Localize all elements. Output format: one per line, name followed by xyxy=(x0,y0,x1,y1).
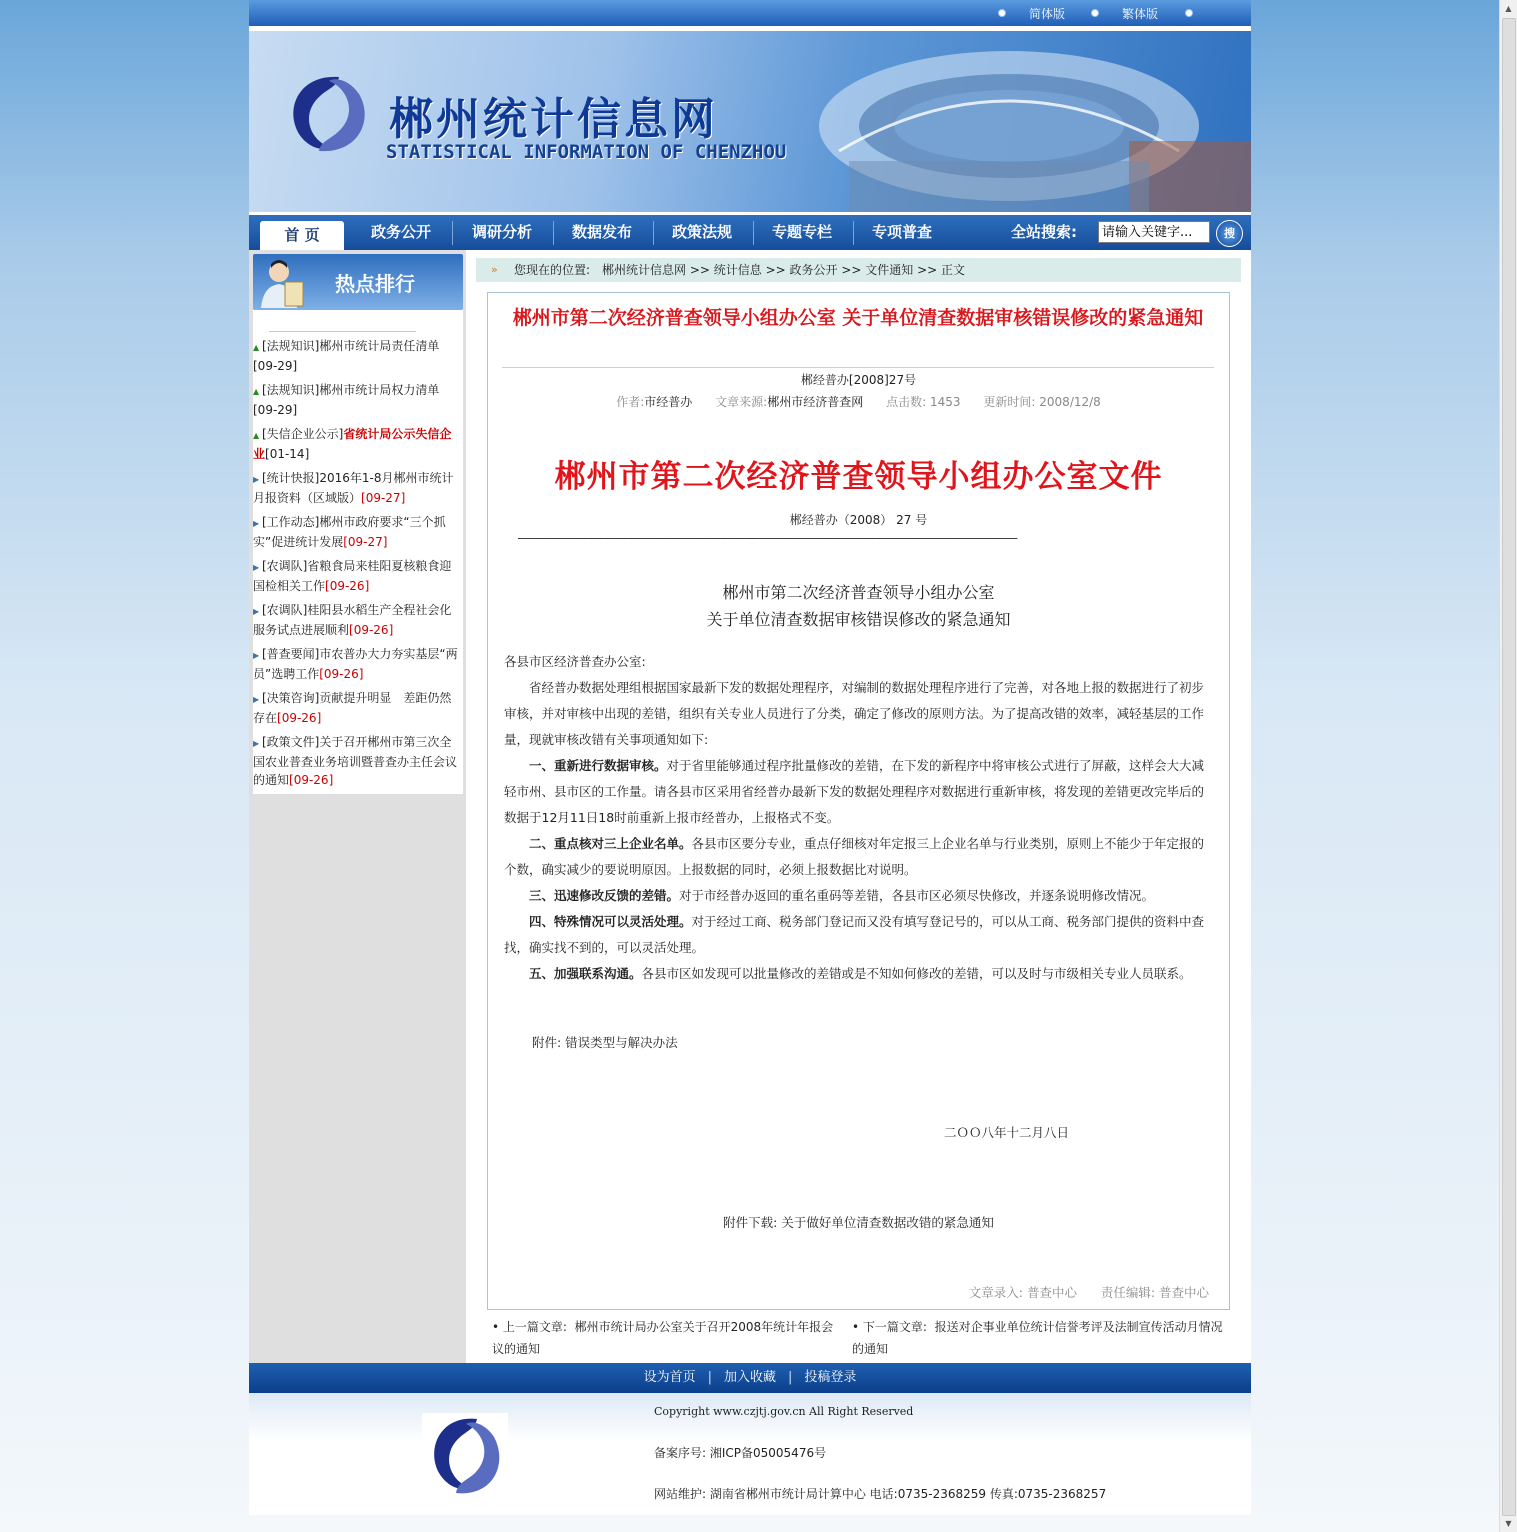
nav-data-release[interactable]: 数据发布 xyxy=(571,223,632,241)
search-label: 全站搜索: xyxy=(1011,223,1077,241)
triangle-bullet-icon: ▶ xyxy=(253,651,260,660)
triangle-bullet-icon: ▶ xyxy=(253,739,260,748)
document-date: 二ＯＯ八年十二月八日 xyxy=(944,1125,1070,1140)
prev-article[interactable]: • 上一篇文章: 郴州市统计局办公室关于召开2008年统计年报会议的通知 xyxy=(492,1320,834,1356)
up-arrow-icon: ▲ xyxy=(253,431,260,440)
article-editors: 文章录入: 普查中心 责任编辑: 普查中心 xyxy=(968,1285,1209,1300)
set-homepage-link[interactable]: 设为首页 xyxy=(643,1370,696,1385)
article-meta: 作者:市经普办 文章来源:郴州市经济普查网 点击数: 1453 更新时间: 2008/12/8 xyxy=(616,395,1101,409)
scroll-up-icon[interactable]: ▲ xyxy=(1505,4,1512,13)
paragraph: 二、重点核对三上企业名单。各县市区要分专业，重点仔细核对年定报三上企业名单与行业类别，原则上不能少于年定报的个数，确实减少的要说明原因。上报数据的同时，必须上报数据比对说明。 xyxy=(504,836,1205,877)
article-body xyxy=(504,649,1211,987)
triangle-bullet-icon: ▶ xyxy=(253,519,260,528)
hot-ranking-header xyxy=(253,254,463,310)
scroll-down-icon[interactable]: ▼ xyxy=(1505,1519,1512,1528)
list-item[interactable]: ▶ [普查要闻]市农普办大力夯实基层“两员”选聘工作[09-26] xyxy=(253,647,458,681)
paragraph: 三、迅速修改反馈的差错。对于市经普办返回的重名重码等差错，各县市区必须尽快修改，并逐条说明修改情况。 xyxy=(529,888,1155,903)
list-item[interactable]: ▲ [法规知识]郴州市统计局权力清单 [09-29] xyxy=(253,383,440,417)
footer-logo-icon xyxy=(422,1413,508,1499)
paragraph: 省经普办数据处理组根据国家最新下发的数据处理程序，对编制的数据处理程序进行了完善，对各地上报的数据进行了初步审核，并对审核中出现的差错，组织有关专业人员进行了分类，确定了修改的原则方法。为了提高改错的效率，减轻基层的工作量，现就审核改错有关事项通知如下: xyxy=(504,680,1205,747)
bullet-icon xyxy=(1185,9,1193,17)
double-arrow-icon: » xyxy=(491,263,498,276)
page-container xyxy=(249,0,1251,1515)
next-article[interactable]: • 下一篇文章: 报送对企事业单位统计信誉考评及法制宣传活动月情况的通知 xyxy=(852,1320,1223,1356)
list-item[interactable]: ▲ [法规知识]郴州市统计局责任清单 [09-29] xyxy=(253,339,440,373)
attachment-download-link[interactable]: 附件下载: 关于做好单位清查数据改错的紧急通知 xyxy=(723,1215,994,1230)
prev-next-links xyxy=(492,1316,1224,1360)
search-input[interactable]: 请输入关键字... xyxy=(1098,221,1210,243)
divider xyxy=(269,331,416,332)
vertical-scrollbar[interactable] xyxy=(1499,0,1517,1532)
add-favorite-link[interactable]: 加入收藏 xyxy=(723,1370,776,1385)
nav-census[interactable]: 专项普查 xyxy=(871,223,932,241)
salutation: 各县市区经济普查办公室: xyxy=(504,654,646,669)
simplified-link[interactable]: 简体版 xyxy=(1029,7,1066,21)
breadcrumb: » 您现在的位置: 郴州统计信息网 >> 统计信息 >> 政务公开 >> 文件通知 >> 正文 xyxy=(476,258,1241,282)
hot-ranking-title: 热点排行 xyxy=(335,272,415,296)
site-subtitle: STATISTICAL INFORMATION OF CHENZHOU xyxy=(386,141,787,163)
document-heading: 郴州市第二次经济普查领导小组办公室文件 xyxy=(554,459,1163,495)
list-item[interactable]: ▶ [决策咨询]贡献提升明显 差距仍然存在[09-26] xyxy=(253,691,452,725)
nav-policy-regulations[interactable]: 政策法规 xyxy=(671,223,732,241)
search-button[interactable]: 搜 xyxy=(1216,220,1243,247)
top-bar xyxy=(249,0,1251,26)
document-number: 郴经普办（2008） 27 号 xyxy=(789,513,928,527)
site-logo-icon xyxy=(279,69,374,159)
document-subtitle-1: 郴州市第二次经济普查领导小组办公室 xyxy=(722,583,995,602)
article-doc-number: 郴经普办[2008]27号 xyxy=(800,373,917,387)
divider xyxy=(502,367,1214,368)
main-nav xyxy=(249,215,1251,250)
site-title: 郴州统计信息网 xyxy=(389,94,718,145)
article-title: 郴州市第二次经济普查领导小组办公室 关于单位清查数据审核错误修改的紧急通知 xyxy=(512,307,1204,329)
nav-home[interactable]: 首 页 xyxy=(260,221,344,250)
copyright-text: Copyright www.czjtj.gov.cn All Right Reserved xyxy=(654,1405,914,1418)
nav-research-analysis[interactable]: 调研分析 xyxy=(471,223,532,241)
attachment-note: 附件: 错误类型与解决办法 xyxy=(532,1035,678,1050)
maintainer-info: 网站维护: 湖南省郴州市统计局计算中心 电话:0735-2368259 传真:0735-2368257 xyxy=(654,1487,1107,1501)
up-arrow-icon: ▲ xyxy=(253,343,260,352)
main-content xyxy=(466,250,1251,1363)
person-icon xyxy=(259,258,307,308)
triangle-bullet-icon: ▶ xyxy=(253,475,260,484)
scrollbar-thumb[interactable] xyxy=(1502,18,1516,1516)
dashed-divider: ———————————————————————————————————————————————————————————————— xyxy=(518,531,1018,546)
paragraph: 四、特殊情况可以灵活处理。对于经过工商、税务部门登记而又没有填写登记号的，可以从工商、税务部门提供的资料中查找，确实找不到的，可以灵活处理。 xyxy=(504,914,1205,955)
up-arrow-icon: ▲ xyxy=(253,387,260,396)
list-item[interactable]: ▶ [政策文件]关于召开郴州市第三次全国农业普查业务培训暨普查办主任会议的通知[09-26] xyxy=(253,735,458,787)
nav-special-topics[interactable]: 专题专栏 xyxy=(771,223,832,241)
paragraph: 一、重新进行数据审核。对于省里能够通过程序批量修改的差错，在下发的新程序中将审核公式进行了屏蔽，这样会大大减轻市州、县市区的工作量。请各县市区采用省经普办最新下发的数据处理程序对数据进行重新审核，将发现的差错更改完毕后的数据于12月11日18时前重新上报市经普办，上报格式不变。 xyxy=(504,758,1205,825)
traditional-link[interactable]: 繁体版 xyxy=(1122,7,1159,21)
list-item[interactable]: ▶ [工作动态]郴州市政府要求“三个抓实”促进统计发展[09-27] xyxy=(253,515,446,549)
document-subtitle-2: 关于单位清查数据审核错误修改的紧急通知 xyxy=(706,610,1011,629)
left-sidebar xyxy=(249,250,466,1363)
paragraph: 五、加强联系沟通。各县市区如发现可以批量修改的差错或是不知如何修改的差错，可以及时与市级相关专业人员联系。 xyxy=(529,966,1192,981)
site-footer xyxy=(249,1393,1251,1515)
triangle-bullet-icon: ▶ xyxy=(253,607,260,616)
icp-number: 备案序号: 湘ICP备05005476号 xyxy=(654,1446,827,1460)
list-item[interactable]: ▶ [统计快报]2016年1-8月郴州市统计月报资料（区域版）[09-27] xyxy=(253,471,454,505)
submit-login-link[interactable]: 投稿登录 xyxy=(804,1370,857,1385)
bullet-icon xyxy=(1091,9,1099,17)
triangle-bullet-icon: ▶ xyxy=(253,695,260,704)
list-item[interactable]: ▶ [农调队]桂阳县水稻生产全程社会化服务试点进展顺利[09-26] xyxy=(253,603,452,637)
triangle-bullet-icon: ▶ xyxy=(253,563,260,572)
list-item[interactable]: ▲ [失信企业公示]省统计局公示失信企业[01-14] xyxy=(253,427,452,461)
bullet-icon xyxy=(998,9,1006,17)
site-banner xyxy=(249,31,1251,212)
hot-ranking-list xyxy=(253,310,463,794)
nav-government-affairs[interactable]: 政务公开 xyxy=(370,223,431,241)
footer-nav: 设为首页 | 加入收藏 | 投稿登录 xyxy=(249,1363,1251,1393)
list-item[interactable]: ▶ [农调队]省粮食局来桂阳夏核粮食迎国检相关工作[09-26] xyxy=(253,559,452,593)
article-box xyxy=(487,292,1230,1310)
